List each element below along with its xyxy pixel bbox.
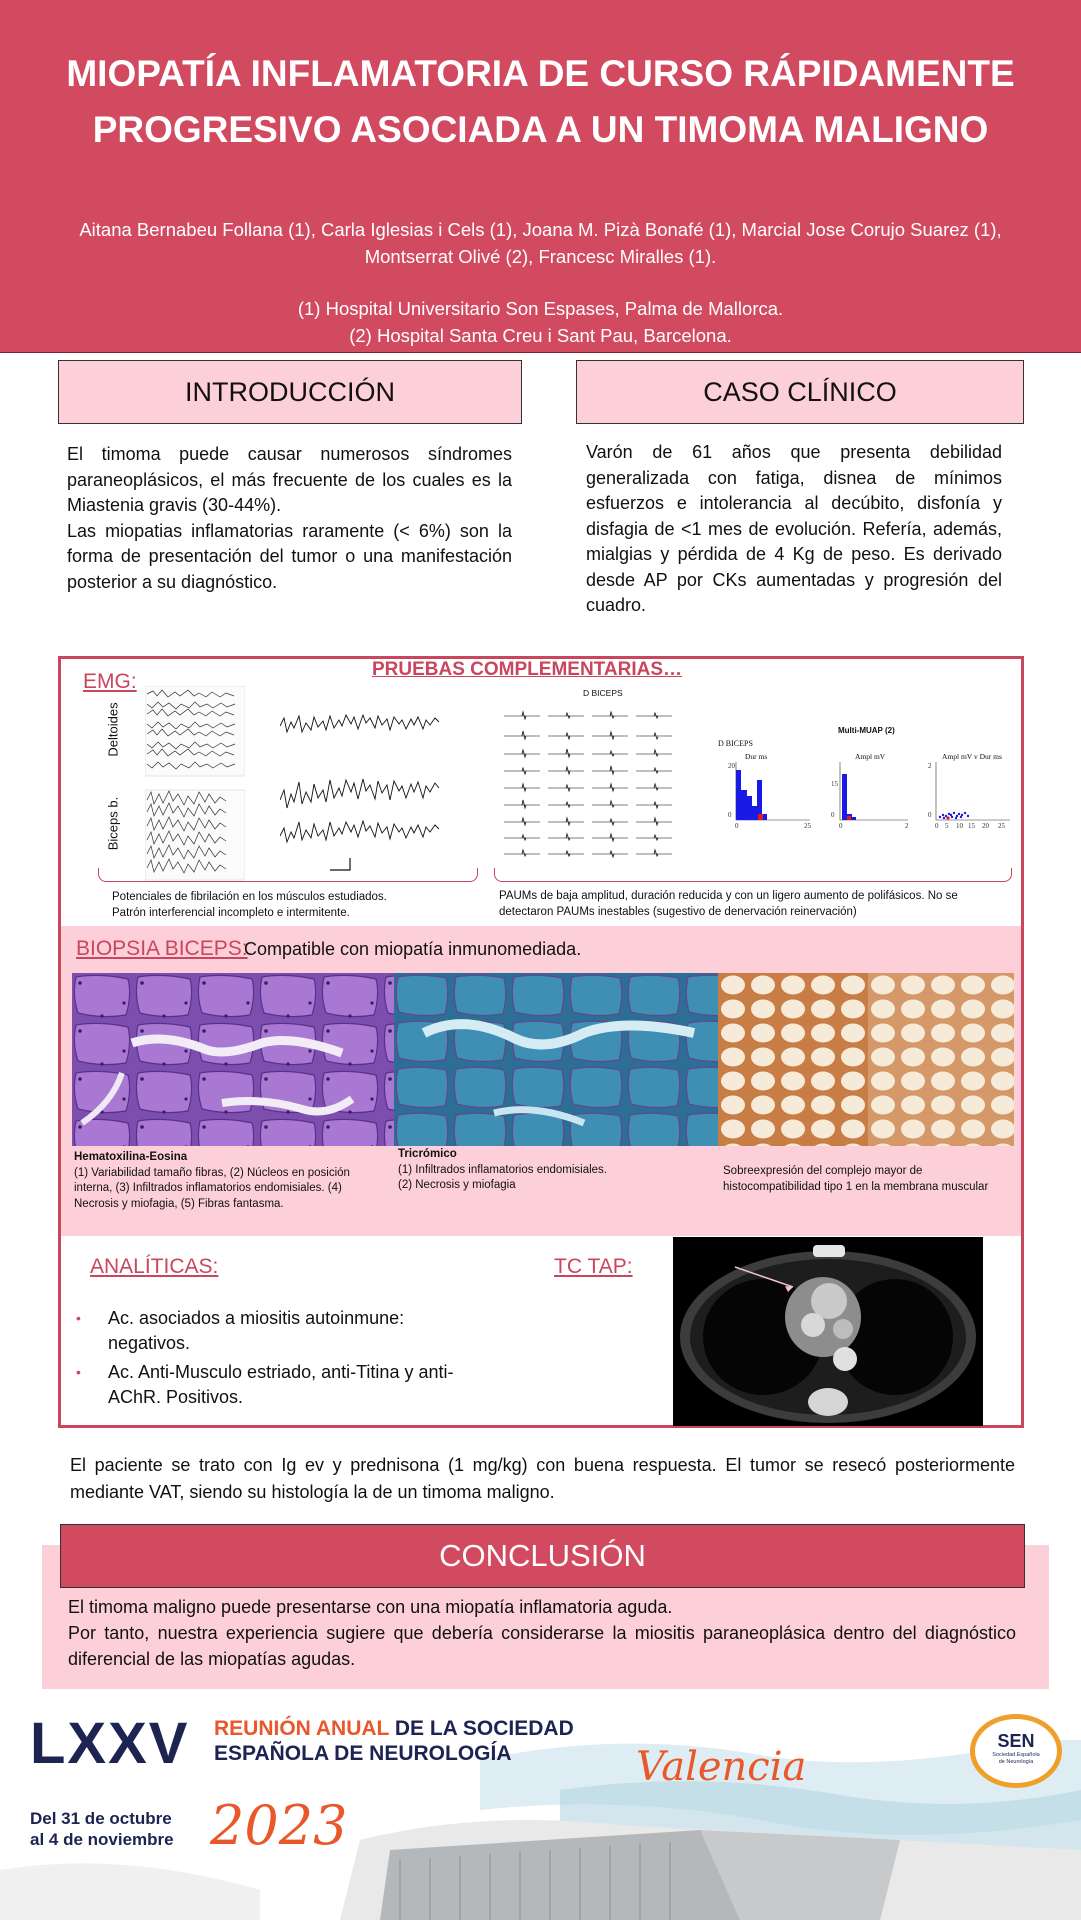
he-caption-text: (1) Variabilidad tamaño fibras, (2) Núcleos en posición interna, (3) Infiltrados inflamatorios endomisiales. (4) Necrosis y miofagia, (5) Fibras fantasma. [74, 1166, 350, 1210]
emg-caption-left-1: Potenciales de fibrilación en los músculos estudiados. [112, 891, 387, 903]
tri-caption [398, 1147, 708, 1194]
pruebas-heading: PRUEBAS COMPLEMENTARIAS… [372, 659, 682, 680]
sen-logo-text: SEN [997, 1731, 1035, 1751]
svg-text:25: 25 [998, 822, 1005, 830]
multimuap-subtitle: D BICEPS [718, 739, 753, 748]
bullet-icon: • [76, 1364, 81, 1380]
intro-paragraph-1: El timoma puede causar numerosos síndromes paraneoplásicos, el más frecuente de los cuales es la Miastenia gravis (30-44%). [67, 444, 512, 515]
svg-text:0: 0 [728, 811, 732, 819]
svg-text:10: 10 [956, 822, 963, 830]
list-item [76, 1306, 466, 1356]
svg-text:0: 0 [928, 811, 932, 819]
svg-text:2: 2 [905, 822, 909, 830]
emg-caption-left-2: Patrón interferencial incompleto e intermitente. [112, 907, 350, 919]
poster-header [0, 0, 1081, 353]
authors-line-1: Aitana Bernabeu Follana (1), Carla Iglesias i Cels (1), Joana M. Pizà Bonafé (1), Marcial Jose Corujo Suarez (1), [79, 219, 1002, 240]
affiliation-2: (2) Hospital Santa Creu i Sant Pau, Barcelona. [349, 325, 732, 346]
list-item [76, 1360, 466, 1410]
case-heading: CASO CLÍNICO [576, 360, 1024, 424]
muscle-label-1-wrap [98, 700, 128, 765]
footer-dates-line-1: Del 31 de octubre [30, 1809, 172, 1828]
tri-caption-line-2: (2) Necrosis y miofagia [398, 1179, 516, 1191]
intro-paragraph-2: Las miopatias inflamatorias raramente (< 6%) son la forma de presentación del tumor o una manifestación posterior a su diagnóstico. [67, 520, 512, 592]
ct-scan-image [673, 1237, 983, 1426]
sen-logo [970, 1714, 1062, 1788]
intro-text [67, 442, 512, 595]
footer-meeting-line-1: DE LA SOCIEDAD [389, 1717, 574, 1740]
conclusion-paragraph-2: Por tanto, nuestra experiencia sugiere que debería considerarse la miositis paraneoplásica dentro del diagnóstico diferencial de las miopatías agudas. [68, 1623, 1016, 1669]
multimuap-histograms [718, 760, 1018, 832]
authors-line-2: Montserrat Olivé (2), Francesc Miralles (1). [364, 246, 717, 267]
footer-meeting-highlight: REUNIÓN ANUAL [214, 1717, 390, 1740]
emg-label: EMG: [83, 670, 137, 693]
svg-text:0: 0 [735, 822, 739, 830]
svg-text:20: 20 [982, 822, 989, 830]
analiticas-list [76, 1306, 466, 1414]
svg-text:2: 2 [928, 762, 932, 770]
footer-roman-numeral: LXXV [30, 1711, 190, 1776]
footer-dates-line-2: al 4 de noviembre [30, 1830, 174, 1849]
tri-caption-line-1: (1) Infiltrados inflamatorios endomisiales. [398, 1163, 608, 1176]
affiliation-1: (1) Hospital Universitario Son Espases, Palma de Mallorca. [297, 298, 784, 319]
analiticas-label: ANALÍTICAS: [90, 1255, 219, 1278]
affiliations [40, 295, 1041, 349]
authors [40, 216, 1041, 270]
he-caption-title: Hematoxilina-Eosina [74, 1151, 188, 1163]
title-line-2: PROGRESIVO ASOCIADA A UN TIMOMA MALIGNO [92, 109, 989, 150]
svg-text:0: 0 [831, 811, 835, 819]
mhc-stain-image [718, 973, 1014, 1146]
footer-meeting-line-2: ESPAÑOLA DE NEUROLOGÍA [214, 1742, 512, 1765]
hist-scatter-title: Ampl mV v Dur ms [942, 752, 1002, 761]
emg-caption-right-1: PAUMs de baja amplitud, duración reducida y con un ligero aumento de polifásicos. No se [499, 890, 958, 902]
mhc-caption: Sobreexpresión del complejo mayor de histocompatibilidad tipo 1 en la membrana muscular [723, 1165, 989, 1193]
sen-logo-sub [975, 1752, 1057, 1766]
analiticas-item-2: Ac. Anti-Musculo estriado, anti-Titina y anti-AChR. Positivos. [108, 1362, 454, 1407]
footer-dates [30, 1808, 174, 1850]
tc-label: TC TAP: [554, 1255, 633, 1278]
poster-title [20, 46, 1061, 158]
tri-caption-title: Tricrómico [398, 1148, 457, 1160]
sen-logo-sub-2: de Neurología [998, 1759, 1034, 1765]
muscle-label-deltoides: Deltoides [105, 702, 121, 757]
svg-text:25: 25 [804, 822, 811, 830]
svg-text:0: 0 [935, 822, 939, 830]
biopsia-result: Compatible con miopatía inmunomediada. [244, 939, 582, 959]
treatment-text: El paciente se trato con Ig ev y prednisona (1 mg/kg) con buena respuesta. El tumor se resecó posteriormente mediante VAT, siendo su histología la de un timoma maligno. [70, 1455, 1015, 1502]
svg-text:15: 15 [968, 822, 975, 830]
multimuap-title: Multi-MUAP (2) [838, 726, 895, 735]
svg-text:15: 15 [831, 780, 838, 788]
footer-meeting-title [214, 1716, 574, 1766]
conclusion-paragraph-1: El timoma maligno puede presentarse con una miopatía inflamatoria aguda. [68, 1597, 673, 1617]
emg-caption-right-2: detectaron PAUMs inestables (sugestivo de denervación reinervación) [499, 906, 857, 918]
emg-bracket-left [98, 868, 478, 882]
muap-grid [502, 708, 682, 863]
title-line-1: MIOPATÍA INFLAMATORIA DE CURSO RÁPIDAMENTE [66, 53, 1015, 94]
emg-interference-traces [280, 700, 475, 880]
footer-city: Valencia [636, 1744, 807, 1790]
he-caption [74, 1150, 384, 1212]
footer-banner [0, 1700, 1081, 1920]
trichrome-image [394, 973, 718, 1146]
svg-text:5: 5 [945, 822, 949, 830]
case-text: Varón de 61 años que presenta debilidad generalizada con fatiga, disnea de mínimos esfuerzos e intolerancia al decúbito, disfonía y disfagia de <1 mes de evolución. Refería, además, mialgias y pérdida de 4 Kg de peso. Es derivado desde AP por CKs aumentadas y progresión del cuadro. [586, 442, 1002, 615]
muscle-label-biceps: Biceps b. [105, 796, 121, 851]
svg-text:20: 20 [728, 762, 735, 770]
bullet-icon: • [76, 1310, 81, 1326]
emg-bracket-right [494, 868, 1012, 882]
he-stain-image [72, 973, 394, 1146]
biopsia-label: BIOPSIA BICEPS: [76, 937, 248, 960]
emg-caption-left [112, 889, 472, 921]
svg-text:0: 0 [839, 822, 843, 830]
emg-caption-right [499, 888, 1014, 920]
emg-fibrillation-traces [145, 686, 245, 882]
hist-ampl-title: Ampl mV [855, 752, 886, 761]
intro-heading: INTRODUCCIÓN [58, 360, 522, 424]
analiticas-item-1: Ac. asociados a miositis autoinmune: negativos. [108, 1308, 405, 1353]
muscle-label-2-wrap [98, 790, 128, 860]
footer-year: 2023 [210, 1794, 348, 1857]
conclusion-heading: CONCLUSIÓN [60, 1524, 1025, 1588]
hist-dur-title: Dur ms [745, 752, 768, 761]
conclusion-text [68, 1594, 1016, 1672]
sen-logo-sub-1: Sociedad Española [992, 1752, 1040, 1758]
d-biceps-title: D BICEPS [583, 688, 623, 698]
